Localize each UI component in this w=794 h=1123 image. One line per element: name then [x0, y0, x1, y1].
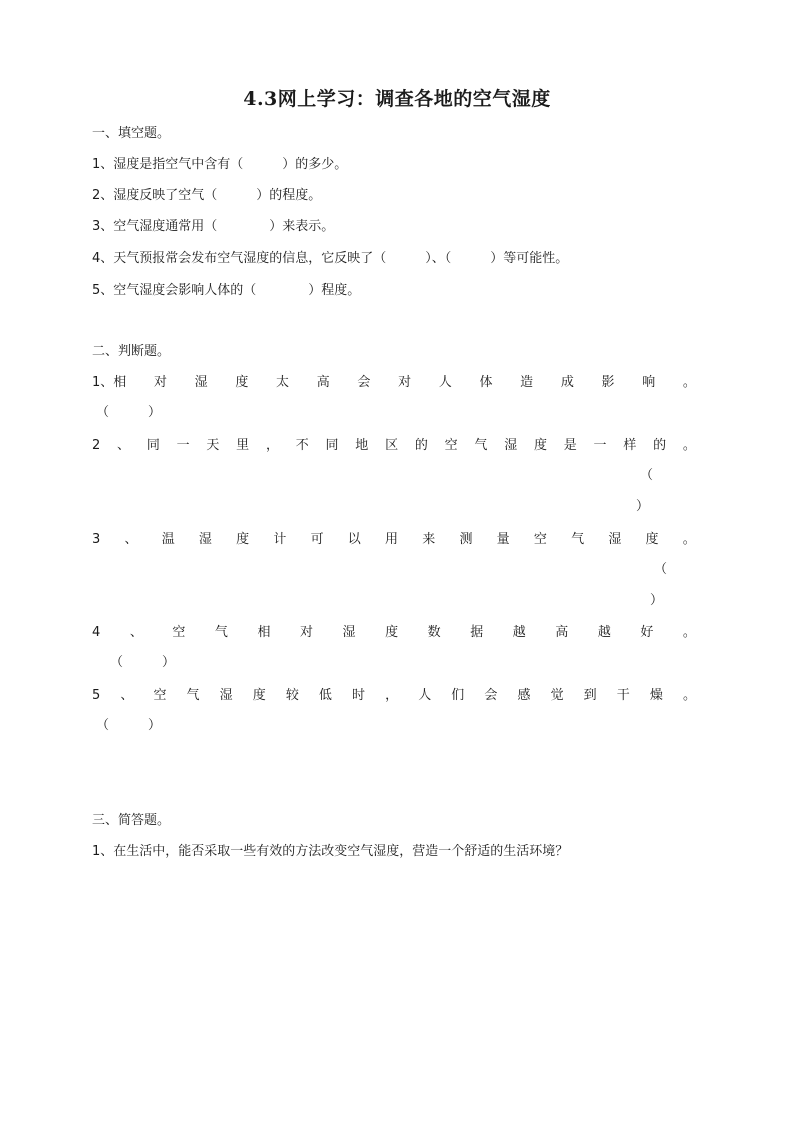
statement-char: 时: [352, 688, 366, 703]
statement-char: 造: [520, 375, 534, 390]
statement-char: 低: [318, 688, 332, 703]
statement-char: 太: [276, 375, 290, 390]
statement-char: 越: [512, 625, 526, 640]
true-false-item-1: [92, 374, 696, 392]
statement-char: 可: [310, 532, 324, 547]
statement-char: 1、相: [92, 375, 127, 390]
statement-char: 度: [236, 532, 250, 547]
statement-char: 对: [300, 625, 314, 640]
statement-char: 一: [176, 438, 190, 453]
statement-char: 、: [124, 532, 138, 547]
statement-char: 数: [427, 625, 441, 640]
statement-char: 较: [285, 688, 299, 703]
statement-char: 、: [129, 625, 143, 640]
statement-char: 、: [120, 688, 134, 703]
statement-char: 空: [172, 625, 186, 640]
statement-char: 湿: [342, 625, 356, 640]
statement-char: 。: [682, 532, 696, 547]
true-false-answer-3-open: （: [654, 562, 668, 577]
statement-char: 5: [92, 688, 101, 703]
true-false-answer-1: （ ）: [96, 405, 162, 420]
statement-char: 会: [484, 688, 498, 703]
statement-char: 湿: [194, 375, 208, 390]
statement-char: 湿: [219, 688, 233, 703]
statement-char: 体: [479, 375, 493, 390]
fill-blank-item-3: 3、空气湿度通常用（ ）来表示。: [92, 219, 335, 234]
statement-char: ，: [265, 438, 279, 453]
statement-char: 。: [682, 625, 696, 640]
statement-char: 度: [533, 438, 547, 453]
statement-char: 2: [92, 438, 101, 453]
statement-char: ，: [385, 688, 399, 703]
statement-char: 。: [682, 438, 696, 453]
true-false-item-4: [92, 624, 696, 642]
statement-char: 不: [295, 438, 309, 453]
true-false-answer-2-close: ）: [636, 499, 650, 514]
statement-char: 同: [146, 438, 160, 453]
statement-char: 们: [451, 688, 465, 703]
short-answer-item-1: 1、在生活中，能否采取一些有效的方法改变空气湿度，营造一个舒适的生活环境？: [92, 844, 569, 859]
statement-char: 到: [583, 688, 597, 703]
statement-char: 干: [616, 688, 630, 703]
statement-char: 的: [414, 438, 428, 453]
statement-char: 气: [214, 625, 228, 640]
statement-char: 同: [325, 438, 339, 453]
statement-char: 湿: [608, 532, 622, 547]
statement-char: 高: [555, 625, 569, 640]
statement-char: 感: [517, 688, 531, 703]
statement-char: 据: [470, 625, 484, 640]
statement-char: 觉: [550, 688, 564, 703]
statement-char: 气: [186, 688, 200, 703]
statement-char: 地: [355, 438, 369, 453]
statement-char: 。: [682, 375, 696, 390]
true-false-answer-3-close: ）: [650, 593, 664, 608]
true-false-answer-4: （ ）: [110, 655, 176, 670]
statement-char: 气: [474, 438, 488, 453]
statement-char: 、: [117, 438, 131, 453]
statement-char: 对: [153, 375, 167, 390]
statement-char: 人: [418, 688, 432, 703]
statement-char: 4: [92, 625, 101, 640]
fill-blank-item-5: 5、空气湿度会影响人体的（ ）程度。: [92, 283, 361, 298]
statement-char: 相: [257, 625, 271, 640]
statement-char: 来: [422, 532, 436, 547]
statement-char: 的: [653, 438, 667, 453]
true-false-item-3: [92, 531, 696, 549]
fill-blank-item-1: 1、湿度是指空气中含有（ ）的多少。: [92, 157, 348, 172]
statement-char: 天: [206, 438, 220, 453]
statement-char: 。: [682, 688, 696, 703]
page-title: 4.3网上学习：调查各地的空气湿度: [243, 88, 551, 110]
statement-char: 空: [533, 532, 547, 547]
statement-char: 里: [236, 438, 250, 453]
statement-char: 用: [385, 532, 399, 547]
statement-char: 样: [623, 438, 637, 453]
statement-char: 以: [347, 532, 361, 547]
statement-char: 会: [357, 375, 371, 390]
section1-heading: 一、填空题。: [92, 126, 171, 141]
section3-heading: 三、简答题。: [92, 813, 171, 828]
statement-char: 气: [571, 532, 585, 547]
statement-char: 是: [563, 438, 577, 453]
statement-char: 高: [316, 375, 330, 390]
statement-char: 影: [601, 375, 615, 390]
statement-char: 量: [496, 532, 510, 547]
true-false-item-2: [92, 437, 696, 455]
statement-char: 成: [560, 375, 574, 390]
statement-char: 燥: [649, 688, 663, 703]
statement-char: 区: [385, 438, 399, 453]
true-false-answer-5: （ ）: [96, 718, 162, 733]
statement-char: 测: [459, 532, 473, 547]
statement-char: 一: [593, 438, 607, 453]
statement-char: 度: [252, 688, 266, 703]
statement-char: 空: [444, 438, 458, 453]
section2-heading: 二、判断题。: [92, 344, 171, 359]
statement-char: 温: [161, 532, 175, 547]
true-false-item-5: [92, 687, 696, 705]
true-false-answer-2-open: （: [640, 468, 654, 483]
statement-char: 度: [235, 375, 249, 390]
statement-char: 响: [642, 375, 656, 390]
statement-char: 对: [398, 375, 412, 390]
fill-blank-item-2: 2、湿度反映了空气（ ）的程度。: [92, 188, 322, 203]
statement-char: 人: [438, 375, 452, 390]
statement-char: 湿: [198, 532, 212, 547]
fill-blank-item-4: 4、天气预报常会发布空气湿度的信息，它反映了（ ）、（ ）等可能性。: [92, 251, 569, 266]
statement-char: 度: [645, 532, 659, 547]
statement-char: 越: [597, 625, 611, 640]
statement-char: 计: [273, 532, 287, 547]
statement-char: 空: [153, 688, 167, 703]
statement-char: 好: [640, 625, 654, 640]
statement-char: 度: [385, 625, 399, 640]
statement-char: 湿: [504, 438, 518, 453]
statement-char: 3: [92, 532, 101, 547]
